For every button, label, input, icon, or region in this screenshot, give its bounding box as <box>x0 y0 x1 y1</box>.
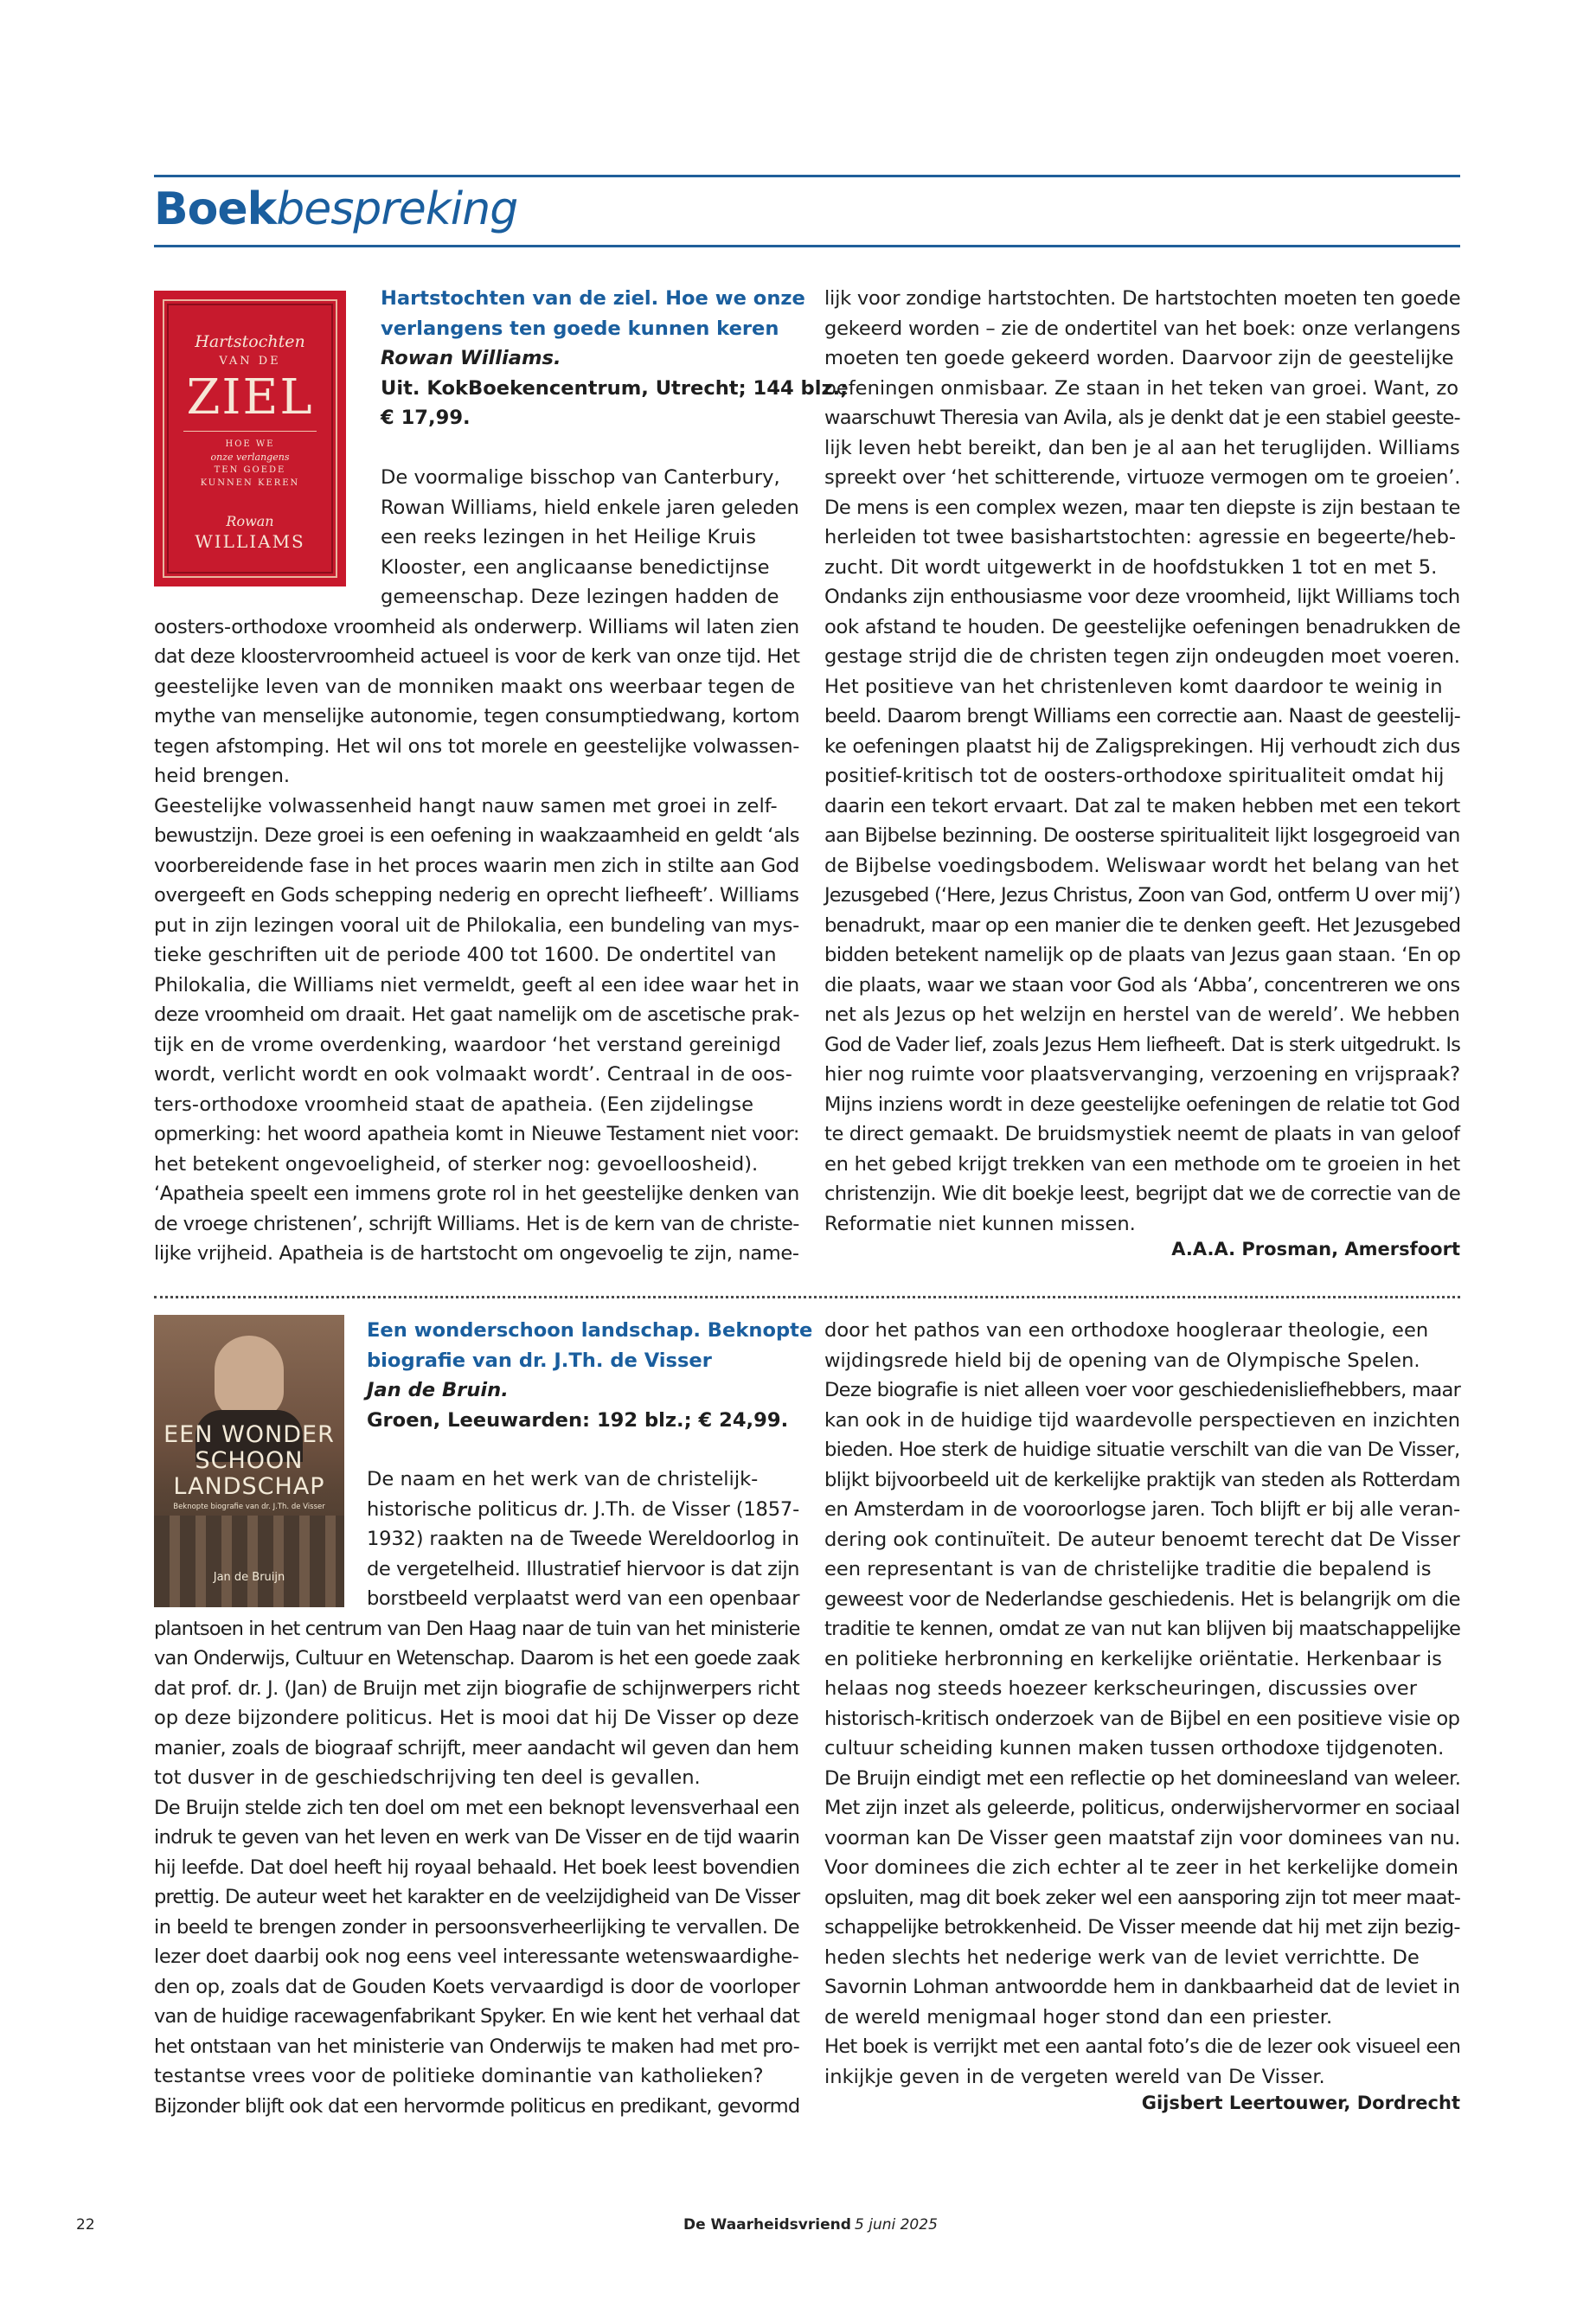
text-line: blijkt bijvoorbeeld uit de kerkelijke praktijk van steden als Rotterdam <box>824 1468 1460 1491</box>
text-line: lijk leven hebt bereikt, dan ben je al aan het teruglijden. Williams <box>824 436 1460 459</box>
text-line: lezer doet daarbij ook nog eens veel interessante wetenswaardighe- <box>154 1945 799 1968</box>
text-line: Het positieve van het christenleven komt daardoor te weinig in <box>824 675 1443 698</box>
text-line: inkijkje geven in de vergeten wereld van De Visser. <box>824 2065 1325 2088</box>
text-line: testantse vrees voor de politieke dominantie van katholieken? <box>154 2065 764 2087</box>
text-line: lijke vrijheid. Apatheia is de hartstocht om ongevoelig te zijn, name- <box>154 1242 799 1265</box>
section-title-bold: Boek <box>154 183 277 235</box>
review2-body-right <box>824 1316 1460 2092</box>
text-line: benadrukt, maar op een manier die te denken geeft. Het Jezusgebed <box>824 913 1461 937</box>
text-line: De mens is een complex wezen, maar ten diepste is zijn bestaan te <box>824 496 1460 519</box>
text-line: in beeld te brengen zonder in persoonsverheerlijking te vervallen. De <box>154 1915 800 1939</box>
cover-sub-2: onze verlangens <box>210 452 290 463</box>
text-line: ters-orthodoxe vroomheid staat de apatheia. (Een zijdelingse <box>154 1093 753 1116</box>
text-line: Reformatie niet kunnen missen. <box>824 1212 1136 1235</box>
text-line: lijk voor zondige hartstochten. De hartstochten moeten ten goede <box>824 287 1461 310</box>
text-line: bewustzijn. Deze groei is een oefening in waakzaamheid en geldt ‘als <box>154 824 799 847</box>
text-line: ke oefeningen plaatst hij de Zaligsprekingen. Hij verhoudt zich dus <box>824 734 1460 758</box>
text-line: christenzijn. Wie dit boekje leest, begrijpt dat we de correctie van de <box>824 1183 1461 1205</box>
text-line: mythe van menselijke autonomie, tegen consumptiedwang, kortom <box>154 705 800 727</box>
text-line: en het gebed krijgt trekken van een methode om te groeien in het <box>824 1152 1461 1176</box>
review1-signature: A.A.A. Prosman, Amersfoort <box>1171 1239 1460 1259</box>
text-line: spreekt over ‘het schitterende, virtuoze vermogen om te groeien’. <box>824 466 1461 489</box>
text-line: te direct gemaakt. De bruidsmystiek neemt de plaats in van geloof <box>824 1123 1460 1145</box>
text-line: Het boek is verrijkt met een aantal foto’s die de lezer ook visueel een <box>824 2035 1461 2058</box>
text-line: Voor dominees die zich echter al te zeer in het kerkelijke domein <box>824 1856 1458 1879</box>
text-line: dat deze kloostervroomheid actueel is voor de kerk van onze tijd. Het <box>154 645 800 668</box>
header-bottom-rule <box>154 245 1460 247</box>
text-line: de wereld menigmaal hoger stond dan een priester. <box>824 2005 1333 2029</box>
review2-author: Jan de Bruin. <box>367 1379 509 1401</box>
cover-title-line1: Hartstochten <box>195 332 305 351</box>
text-line: gemeenschap. Deze lezingen hadden de <box>381 586 779 608</box>
cover-sub-3: TEN GOEDE <box>214 465 286 475</box>
text-line: herleiden tot twee basishartstochten: agressie en begeerte/heb- <box>824 526 1457 548</box>
text-line: aan Bijbelse bezinning. De oosterse spiritualiteit lijkt losgegroeid van <box>824 824 1460 847</box>
section-title-light: bespreking <box>276 183 518 235</box>
text-line: Met zijn inzet als geleerde, politicus, onderwijshervormer en sociaal <box>824 1797 1460 1819</box>
review1-publisher-2: € 17,99. <box>381 407 471 429</box>
text-line: De Bruijn eindigt met een reflectie op het domineesland van weleer. <box>824 1766 1461 1790</box>
text-line: manier, zoals de biograaf schrijft, meer aandacht wil geven dan hem <box>154 1736 799 1759</box>
text-line: positief-kritisch tot de oosters-orthodoxe spiritualiteit omdat hij <box>824 765 1445 787</box>
cover-author-last: WILLIAMS <box>195 531 305 552</box>
text-line: deze vroomheid om draait. Het gaat namelijk om de ascetische prak- <box>154 1003 799 1026</box>
text-line: indruk te geven van het leven en werk van De Visser en de tijd waarin <box>154 1826 800 1849</box>
text-line: geweest voor de Nederlandse geschiedenis. Het is belangrijk om die <box>824 1587 1460 1611</box>
text-line: helaas nog steeds hoezeer kerkscheuringen, discussies over <box>824 1677 1417 1700</box>
text-line: tieke geschriften uit de periode 400 tot 1600. De ondertitel van <box>154 944 777 966</box>
text-line: voorman kan De Visser geen maatstaf zijn voor dominees van nu. <box>824 1826 1461 1849</box>
text-line: hier nog ruimte voor plaatsvervanging, verzoening en vrijspraak? <box>824 1063 1461 1086</box>
review2-publisher: Groen, Leeuwarden: 192 blz.; € 24,99. <box>367 1409 789 1432</box>
cover-subtitle: Beknopte biografie van dr. J.Th. de Visser <box>173 1503 325 1511</box>
page-number: 22 <box>76 2216 95 2234</box>
review1-body-left <box>154 463 799 1269</box>
text-line: put in zijn lezingen vooral uit de Philokalia, een bundeling van mys- <box>154 913 800 937</box>
text-line: historisch-kritisch onderzoek van de Bijbel en een positieve visie op <box>824 1707 1460 1730</box>
text-line: gestage strijd die de christen tegen zijn ondeugden moet voeren. <box>824 645 1460 668</box>
text-line: tijk en de vrome overdenking, waardoor ‘het verstand gereinigd <box>154 1033 781 1056</box>
text-line: beeld. Daarom brengt Williams een correctie aan. Naast de geestelij- <box>824 705 1461 727</box>
text-line: Klooster, een anglicaanse benedictijnse <box>381 555 770 579</box>
review2-signature: Gijsbert Leertouwer, Dordrecht <box>1141 2093 1460 2113</box>
text-line: De Bruijn stelde zich ten doel om met een beknopt levensverhaal een <box>154 1796 800 1819</box>
text-line: en politieke herbronning en kerkelijke oriëntatie. Herkenbaar is <box>824 1647 1442 1670</box>
review1-body-right <box>824 284 1460 1239</box>
text-line: Mijns inziens wordt in deze geestelijke oefeningen de relatie tot God <box>824 1093 1460 1116</box>
review1-author: Rowan Williams. <box>381 347 561 369</box>
cover-title-line2: VAN DE <box>219 355 281 368</box>
cover-author: Jan de Bruijn <box>213 1571 285 1584</box>
text-line: den op, zoals dat de Gouden Koets vervaardigd is door de voorloper <box>154 1975 800 1998</box>
text-line: heid brengen. <box>154 765 291 787</box>
cover-title-line2: SCHOON <box>195 1447 304 1474</box>
text-line: Rowan Williams, hield enkele jaren geleden <box>381 496 799 519</box>
text-line: historische politicus dr. J.Th. de Visser (1857- <box>367 1497 800 1521</box>
text-line: door het pathos van een orthodoxe hoogleraar theologie, een <box>824 1319 1429 1342</box>
text-line: de vergetelheid. Illustratief hiervoor is dat zijn <box>367 1557 800 1580</box>
text-line: tot dusver in de geschiedschrijving ten deel is gevallen. <box>154 1766 701 1789</box>
text-line: de Bijbelse voedingsbodem. Weliswaar wordt het belang van het <box>824 854 1459 877</box>
review1-book-title-1: Hartstochten van de ziel. Hoe we onze <box>381 287 805 310</box>
text-line: Bijzonder blijft ook dat een hervormde politicus en predikant, gevormd <box>154 2094 800 2118</box>
text-line: gekeerd worden – zie de ondertitel van het boek: onze verlangens <box>824 317 1461 340</box>
text-line: God de Vader lief, zoals Jezus Hem liefheeft. Dat is sterk uitgedrukt. Is <box>824 1033 1461 1056</box>
cover-title-line3: LANDSCHAP <box>173 1473 325 1500</box>
text-line: Jezusgebed (‘Here, Jezus Christus, Zoon van God, ontferm U over mij’) <box>824 884 1461 907</box>
text-line: op deze bijzondere politicus. Het is mooi dat hij De Visser op deze <box>154 1707 799 1729</box>
text-line: het ontstaan van het ministerie van Onderwijs te maken had met pro- <box>154 2035 800 2058</box>
text-line: voorbereidende fase in het proces waarin men zich in stilte aan God <box>154 854 799 877</box>
text-line: opmerking: het woord apatheia komt in Nieuwe Testament niet voor: <box>154 1123 799 1145</box>
review2-book-title-2: biografie van dr. J.Th. de Visser <box>367 1349 712 1372</box>
text-line: opsluiten, mag dit boek zeker wel een aansporing zijn tot meer maat- <box>824 1886 1461 1909</box>
text-line: moeten ten goede gekeerd worden. Daarvoor zijn de geestelijke <box>824 347 1454 369</box>
review1-publisher-1: Uit. KokBoekencentrum, Utrecht; 144 blz.; <box>381 377 849 400</box>
text-line: traditie te kennen, omdat ze van nut kan blijven bij maatschappelijke <box>824 1618 1461 1640</box>
text-line: Philokalia, die Williams niet vermeldt, geeft al een idee waar het in <box>154 973 799 997</box>
text-line: die plaats, waar we staan voor God als ‘Abba’, concentreren we ons <box>824 973 1460 997</box>
text-line: Geestelijke volwassenheid hangt nauw samen met groei in zelf- <box>154 794 778 817</box>
text-line: bieden. Hoe sterk de huidige situatie verschilt van die van De Visser, <box>824 1439 1460 1461</box>
text-line: oosters-orthodoxe vroomheid als onderwerp. Williams wil laten zien <box>154 615 799 638</box>
review-separator <box>154 1296 1460 1298</box>
text-line: van de huidige racewagenfabrikant Spyker. En wie kent het verhaal dat <box>154 2005 799 2028</box>
text-line: ‘Apatheia speelt een immens grote rol in het geestelijke denken van <box>154 1183 799 1205</box>
text-line: van Onderwijs, Cultuur en Wetenschap. Daarom is het een goede zaak <box>154 1647 800 1670</box>
cover-sub-4: KUNNEN KEREN <box>200 478 300 488</box>
publication-date: 5 juni 2025 <box>855 2216 938 2234</box>
text-line: bidden betekent namelijk op de plaats van Jezus gaan staan. ‘En op <box>824 944 1461 966</box>
text-line: schappelijke betrokkenheid. De Visser meende dat hij met zijn bezig- <box>824 1916 1460 1939</box>
text-line: hij leefde. Dat doel heeft hij royaal behaald. Het boek leest bovendien <box>154 1856 800 1879</box>
text-line: net als Jezus op het welzijn en herstel van de wereld’. We hebben <box>824 1003 1460 1026</box>
text-line: Deze biografie is niet alleen voer voor geschiedenisliefhebbers, maar <box>824 1379 1461 1401</box>
text-line: ook afstand te houden. De geestelijke oefeningen benadrukken de <box>824 615 1461 638</box>
text-line: geestelijke leven van de monniken maakt ons weerbaar tegen de <box>154 675 796 698</box>
text-line: waarschuwt Theresia van Avila, als je denkt dat je een stabiel geeste- <box>824 407 1460 429</box>
cover-portrait <box>215 1336 284 1418</box>
text-line: overgeeft en Gods schepping nederig en oprecht liefheeft’. Williams <box>154 884 799 907</box>
text-line: 1932) raakten na de Tweede Wereldoorlog in <box>367 1528 799 1550</box>
review1-book-title-2: verlangens ten goede kunnen keren <box>381 317 779 340</box>
text-line: Savornin Lohman antwoordde hem in dankbaarheid dat de leviet in <box>824 1976 1460 1998</box>
publication-name: De Waarheidsvriend <box>683 2216 851 2234</box>
review2-body-left <box>154 1465 799 2121</box>
cover-sub-1: HOE WE <box>225 439 275 449</box>
review2-book-title-1: Een wonderschoon landschap. Beknopte <box>367 1319 813 1342</box>
cover-divider <box>183 431 317 432</box>
text-line: De voormalige bisschop van Canterbury, <box>381 466 780 489</box>
text-line: dering ook continuïteit. De auteur benoemt terecht dat De Visser <box>824 1528 1460 1551</box>
text-line: daarin een tekort ervaart. Dat zal te maken hebben met een tekort <box>824 794 1460 817</box>
header-top-rule <box>154 175 1460 177</box>
text-line: wordt, verlicht wordt en ook volmaakt wordt’. Centraal in de oos- <box>154 1063 792 1086</box>
text-line: wijdingsrede hield bij de opening van de Olympische Spelen. <box>824 1349 1420 1372</box>
text-line: borstbeeld verplaatst werd van een openbaar <box>367 1587 800 1610</box>
cover-title-line1: EEN WONDER <box>163 1421 335 1448</box>
text-line: cultuur scheiding kunnen maken tussen orthodoxe tijdgenoten. <box>824 1737 1445 1759</box>
text-line: tegen afstomping. Het wil ons tot morele en geestelijke volwassen- <box>154 734 800 758</box>
text-line: dat prof. dr. J. (Jan) de Bruijn met zijn biografie de schijnwerpers richt <box>154 1676 800 1700</box>
section-title <box>154 178 517 240</box>
text-line: heden slechts het nederige werk van de leviet verrichtte. De <box>824 1945 1420 1969</box>
text-line: kan ook in de huidige tijd waardevolle perspectieven en inzichten <box>824 1408 1460 1432</box>
text-line: het betekent ongevoeligheid, of sterker nog: gevoelloosheid). <box>154 1152 759 1176</box>
cover-title-line3: ZIEL <box>186 369 314 426</box>
text-line: zucht. Dit wordt uitgewerkt in de hoofdstukken 1 tot en met 5. <box>824 555 1438 579</box>
text-line: Ondanks zijn enthousiasme voor deze vroomheid, lijkt Williams toch <box>824 586 1460 608</box>
text-line: De naam en het werk van de christelijk- <box>367 1468 759 1490</box>
cover-author-first: Rowan <box>226 513 274 529</box>
text-line: een representant is van de christelijke traditie die bepalend is <box>824 1558 1432 1580</box>
text-line: plantsoen in het centrum van Den Haag naar de tuin van het ministerie <box>154 1617 800 1640</box>
text-line: oefeningen onmisbaar. Ze staan in het teken van groei. Want, zo <box>824 376 1459 400</box>
text-line: een reeks lezingen in het Heilige Kruis <box>381 526 756 548</box>
text-line: de vroege christenen’, schrijft Williams. Het is de kern van de christe- <box>154 1212 799 1235</box>
text-line: en Amsterdam in de vooroorlogse jaren. Toch blijft er bij alle veran- <box>824 1498 1460 1521</box>
text-line: prettig. De auteur weet het karakter en de veelzijdigheid van De Visser <box>154 1886 800 1908</box>
